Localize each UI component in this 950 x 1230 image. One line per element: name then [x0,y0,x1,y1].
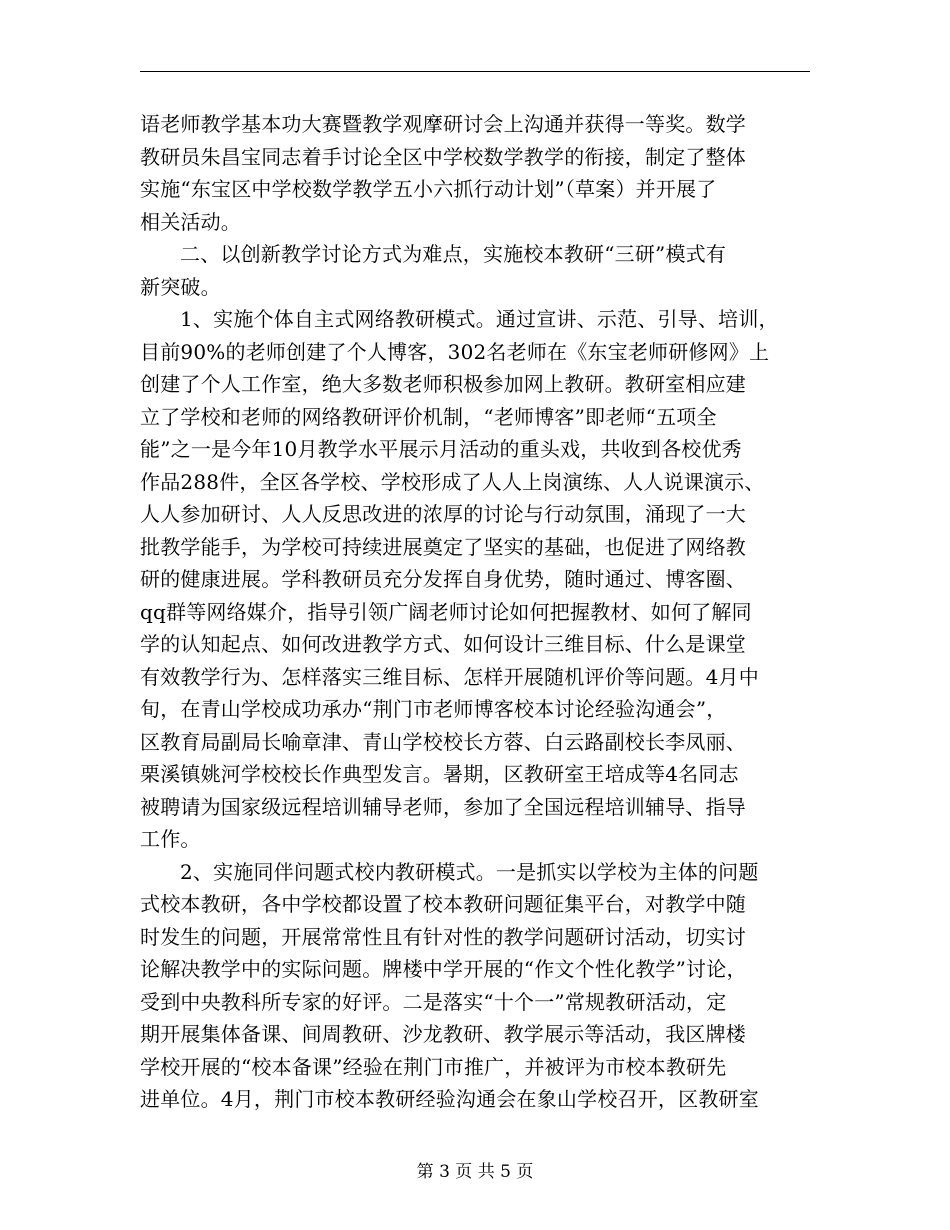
text-line: 被聘请为国家级远程培训辅导老师，参加了全国远程培训辅导、指导 [140,794,746,819]
text-line: 1、实施个体自主式网络教研模式。通过宣讲、示范、引导、培训， [180,307,779,331]
body-text [140,108,820,1116]
text-line: 批教学能手，为学校可持续进展奠定了坚实的基础，也促进了网络教 [140,534,746,559]
text-line: 语老师教学基本功大赛暨教学观摩研讨会上沟通并获得一等奖。数学 [140,112,746,136]
text-line: 研的健康进展。学科教研员充分发挥自身优势，随时通过、博客圈、 [140,567,746,591]
text-line: 目前90%的老师创建了个人博客，302名老师在《东宝老师研修网》上 [140,339,770,364]
section-heading-line: 二、以创新教学讨论方式为难点，实施校本教研“三研”模式有 [180,242,727,266]
text-line: 实施“东宝区中学校数学教学五小六抓行动计划”（草案）并开展了 [140,177,717,201]
text-line: qq群等网络媒介，指导引领广阔老师讨论如何把握教材、如何了解同 [140,599,752,624]
text-line: 2、实施同伴问题式校内教研模式。一是抓实以学校为主体的问题 [180,859,759,884]
text-line: 人人参加研讨、人人反思改进的浓厚的讨论与行动氛围，涌现了一大 [140,502,746,526]
text-line: 旬，在青山学校成功承办“荆门市老师博客校本讨论经验沟通会”， [140,697,727,721]
text-line: 进单位。4月，荆门市校本教研经验沟通会在象山学校召开，区教研室 [140,1087,759,1111]
text-line: 作品288件，全区各学校、学校形成了人人上岗演练、人人说课演示、 [140,469,765,494]
text-line: 立了学校和老师的网络教研评价机制，“老师博客”即老师“五项全 [140,404,717,429]
text-line: 式校本教研，各中学校都设置了校本教研问题征集平台，对教学中随 [140,892,746,916]
text-line: 论解决教学中的实际问题。牌楼中学开展的“作文个性化教学”讨论， [140,957,747,981]
text-line: 相关活动。 [140,209,241,234]
text-line: 工作。 [140,827,201,851]
text-line: 区教育局副局长喻章津、青山学校校长方蓉、白云路副校长李凤丽、 [140,729,746,754]
page-number: 第 3 页 共 5 页 [416,1162,534,1182]
text-line: 教研员朱昌宝同志着手讨论全区中学校数学教学的衔接，制定了整体 [140,144,746,169]
header-rule [140,71,810,72]
section-heading-line: 新突破。 [140,274,221,299]
text-line: 有效教学行为、怎样落实三维目标、怎样开展随机评价等问题。4月中 [140,664,759,689]
text-line: 学的认知起点、如何改进教学方式、如何设计三维目标、什么是课堂 [140,632,746,656]
text-line: 创建了个人工作室，绝大多数老师积极参加网上教研。教研室相应建 [140,372,746,396]
text-line: 能”之一是今年10月教学水平展示月活动的重头戏，共收到各校优秀 [140,437,742,461]
text-line: 栗溪镇姚河学校校长作典型发言。暑期，区教研室王培成等4名同志 [140,762,739,786]
text-line: 期开展集体备课、间周教研、沙龙教研、教学展示等活动，我区牌楼 [140,1022,746,1046]
text-line: 时发生的问题，开展常常性且有针对性的教学问题研讨活动，切实讨 [140,924,746,949]
text-line: 受到中央教科所专家的好评。二是落实“十个一”常规教研活动，定 [140,989,727,1014]
text-line: 学校开展的“校本备课”经验在荆门市推广，并被评为市校本教研先 [140,1054,727,1079]
